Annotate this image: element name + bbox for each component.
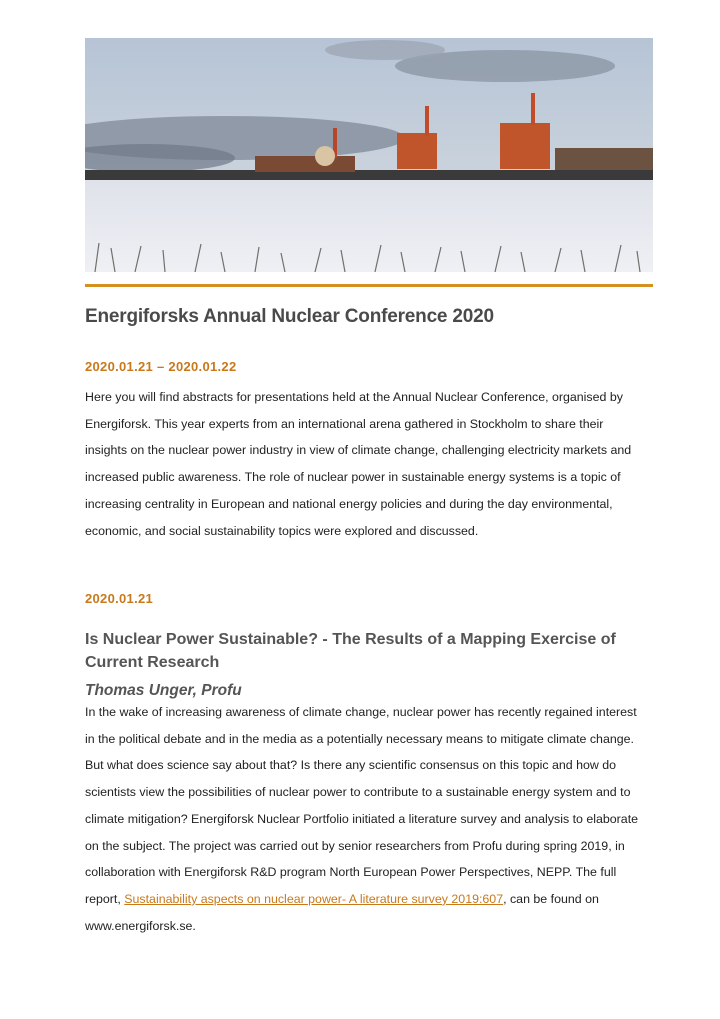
abstract-end: , can be found on www.energiforsk.se. bbox=[85, 891, 599, 933]
abstract-text: In the wake of increasing awareness of climate change, nuclear power has recently regained interest in the political debate and in the media as a potentially necessary means to mitigate climate change. But what does science say about that? Is there any scientific consensus on this topic and how do scientists view the possibilities of nuclear power to contribute to a sustainable energy system and to climate mitigation? Energiforsk Nuclear Portfolio initiated a literature survey and analysis to elaborate on the subject. The project was carried out by senior researchers from Profu during spring 2019, in collaboration with Energiforsk R&D program North European Power Perspectives, NEPP. The full report, bbox=[85, 705, 639, 906]
section-title: Is Nuclear Power Sustainable? - The Results of a Mapping Exercise of Current Research bbox=[85, 631, 616, 671]
abstract-paragraph bbox=[85, 699, 645, 939]
hero-photo bbox=[85, 38, 653, 272]
page-title: Energiforsks Annual Nuclear Conference 2020 bbox=[85, 306, 494, 327]
intro-paragraph: Here you will find abstracts for presentations held at the Annual Nuclear Conference, organised by Energiforsk. This year experts from an international arena gathered in Stockholm to share their insights on the nuclear power industry in view of climate change, challenging electricity markets and increased public awareness. The role of nuclear power in sustainable energy systems is a topic of increasing centrality in European and national energy policies and during the day environmental, economic, and social sustainability topics were explored and discussed. bbox=[85, 390, 632, 538]
author-name: Thomas Unger, Profu bbox=[85, 682, 242, 699]
date-range: 2020.01.21 – 2020.01.22 bbox=[85, 359, 237, 374]
divider-rule bbox=[85, 284, 653, 287]
report-link[interactable]: Sustainability aspects on nuclear power- A literature survey 2019:607 bbox=[124, 891, 504, 906]
day-label: 2020.01.21 bbox=[85, 591, 154, 606]
